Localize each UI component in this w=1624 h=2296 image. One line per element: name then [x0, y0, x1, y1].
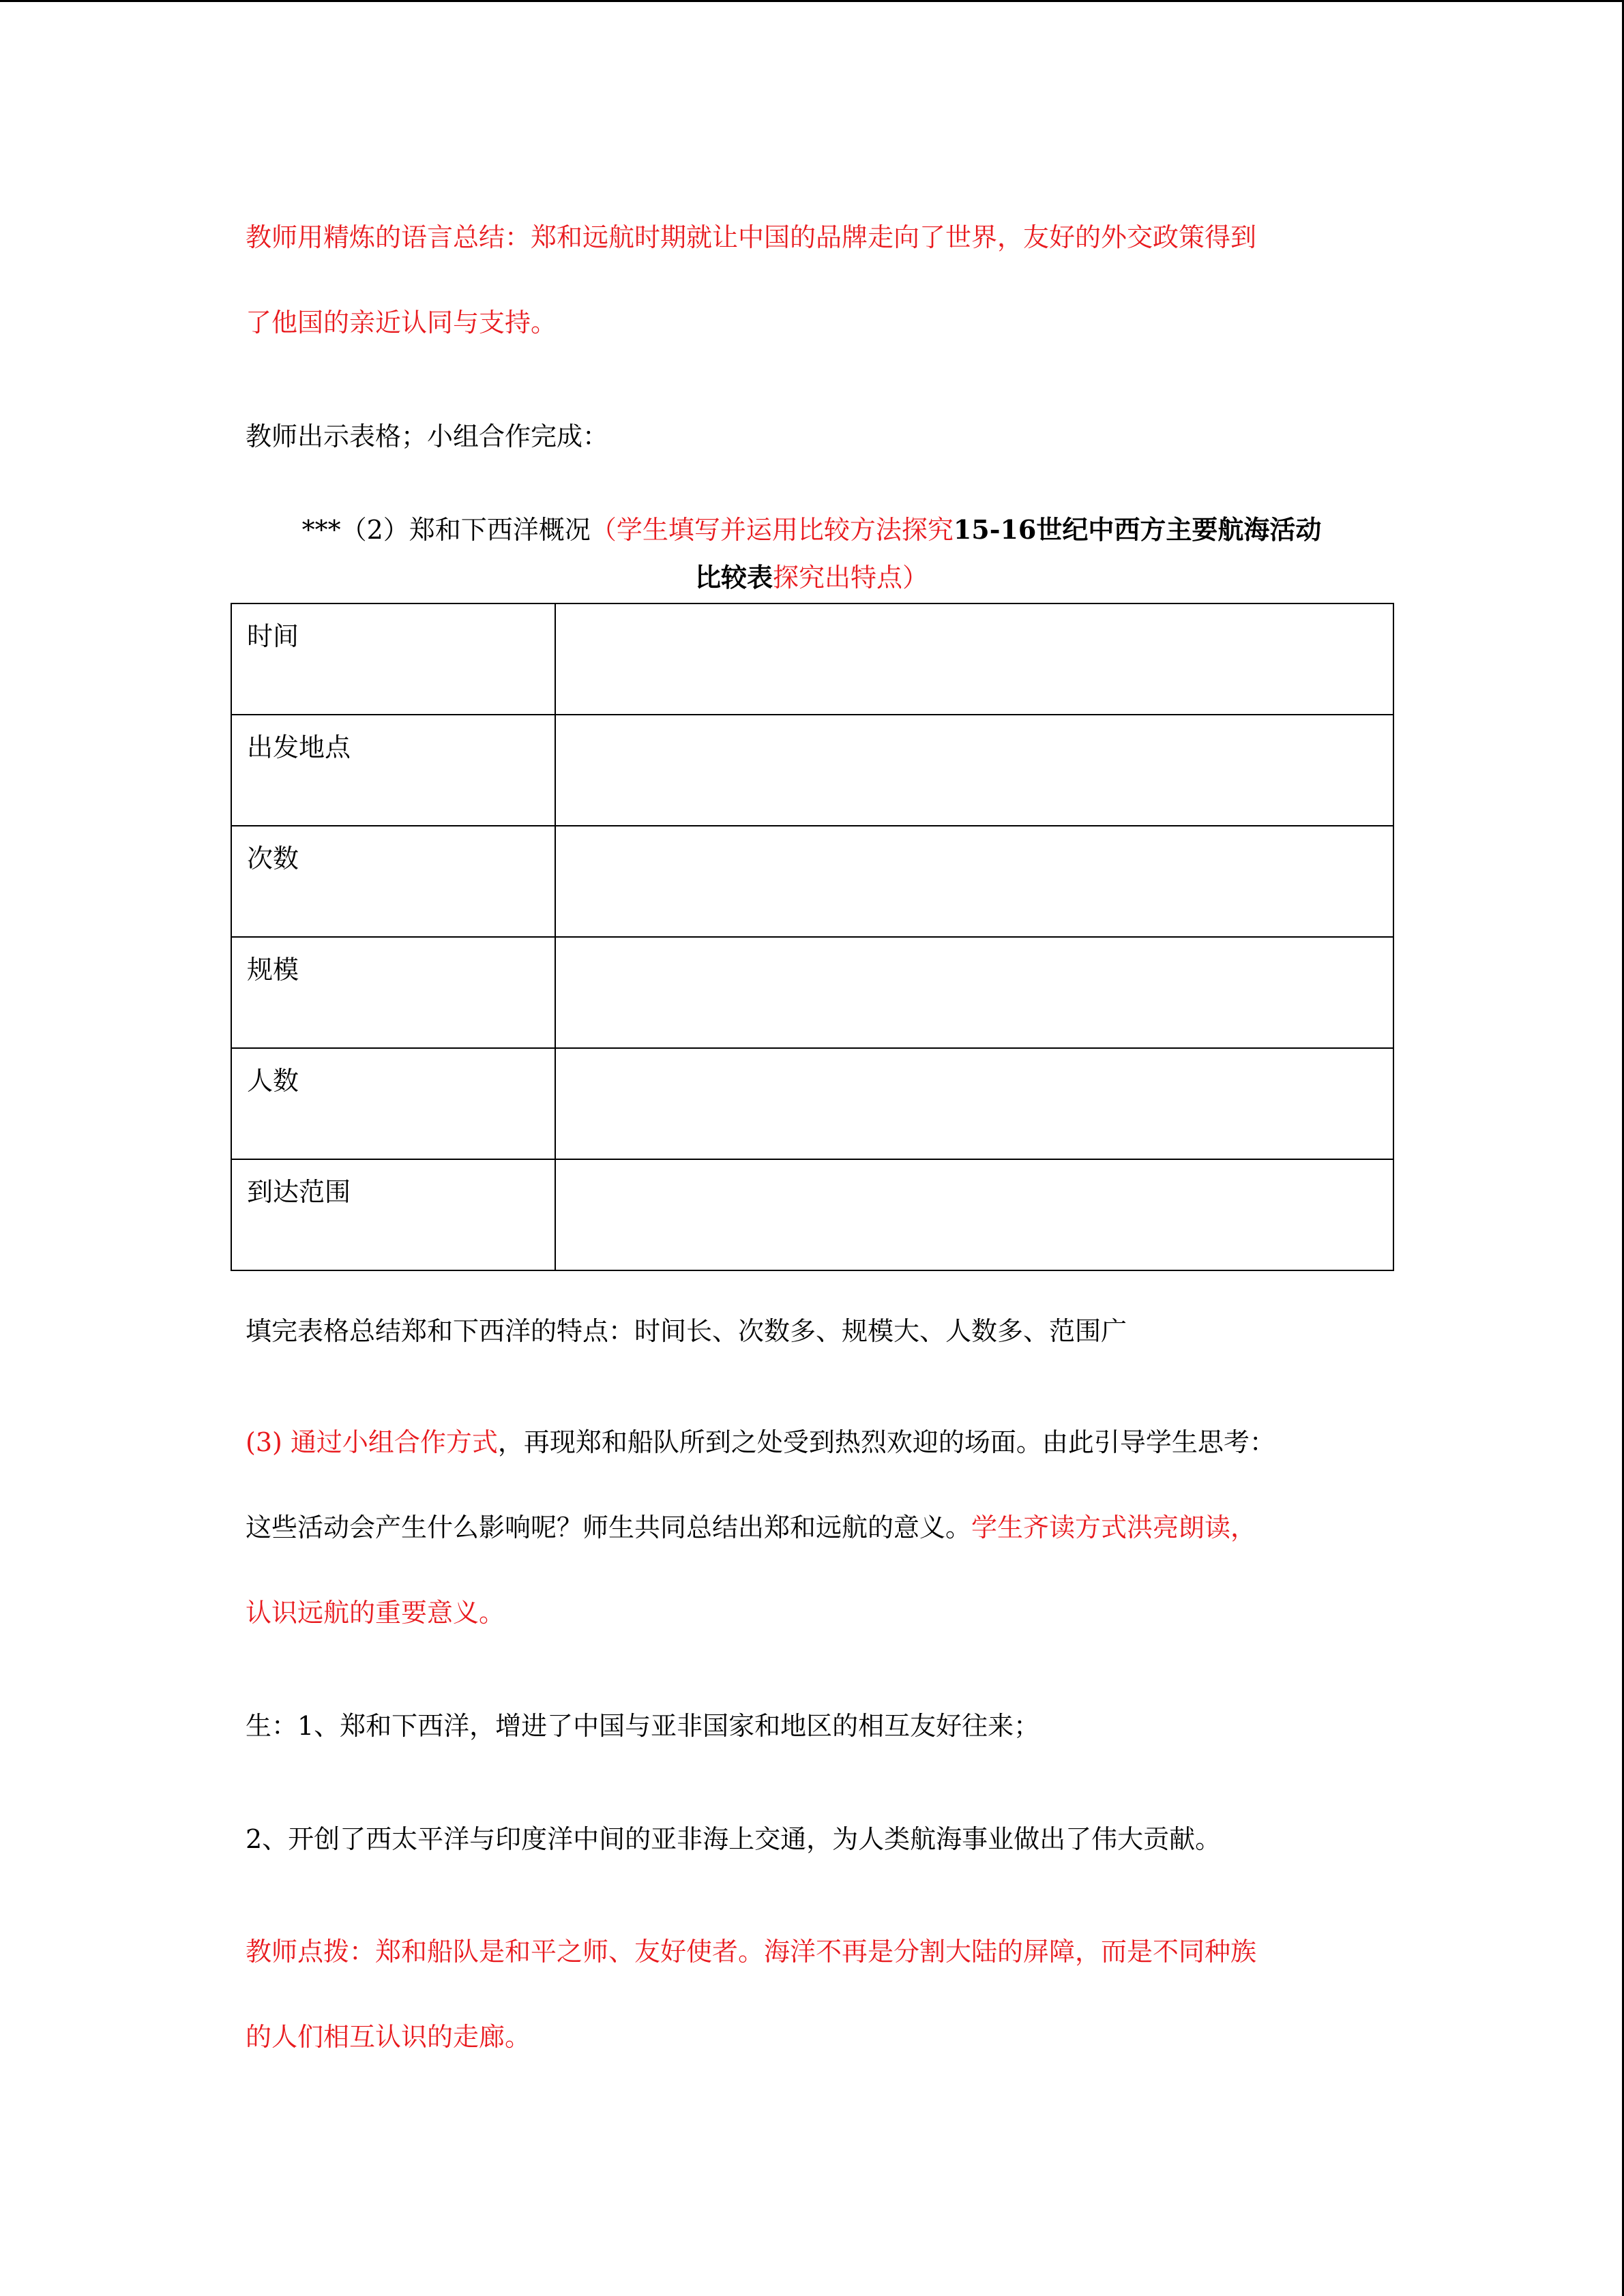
table-row — [231, 826, 1393, 937]
table-row — [231, 937, 1393, 1048]
teacher-summary-line-1: 教师用精炼的语言总结：郑和远航时期就让中国的品牌走向了世界，友好的外交政策得到 — [246, 222, 1257, 252]
teacher-guidance-line-2: 的人们相互认识的走廊。 — [246, 2022, 531, 2052]
row-label-people: 人数 — [231, 1048, 555, 1159]
row-label-count: 次数 — [231, 826, 555, 937]
group-activity-line-2 — [246, 1510, 1256, 1545]
row-value-scale[interactable] — [555, 937, 1393, 1048]
teacher-summary-line-2: 了他国的亲近认同与支持。 — [246, 308, 557, 338]
row-value-people[interactable] — [555, 1048, 1393, 1159]
row-value-count[interactable] — [555, 826, 1393, 937]
row-label-range: 到达范围 — [231, 1159, 555, 1270]
row-label-departure: 出发地点 — [231, 715, 555, 826]
row-label-scale: 规模 — [231, 937, 555, 1048]
heading-prefix: ***（2）郑和下西洋概况 — [301, 515, 591, 545]
group-activity-line-1 — [246, 1425, 1275, 1459]
student-answer-1: 生：1、郑和下西洋，增进了中国与亚非国家和地区的相互友好往来； — [246, 1711, 1040, 1741]
section-heading-line-2 — [232, 554, 1391, 601]
voyage-overview-table — [231, 603, 1394, 1271]
read-aloud-instruction: 学生齐读方式洪亮朗读， — [971, 1512, 1257, 1542]
heading-bold-part-1: 15-16世纪中西方主要航海活动 — [953, 514, 1322, 545]
heading-red-part-1: （学生填写并运用比较方法探究 — [590, 515, 954, 545]
significance-question: 这些活动会产生什么影响呢？师生共同总结出郑和远航的意义。 — [246, 1512, 972, 1542]
student-answer-2: 2、开创了西太平洋与印度洋中间的亚非海上交通，为人类航海事业做出了伟大贡献。 — [246, 1824, 1222, 1854]
row-value-time[interactable] — [555, 603, 1393, 715]
teacher-shows-table: 教师出示表格；小组合作完成： — [246, 421, 609, 451]
table-summary: 填完表格总结郑和下西洋的特点：时间长、次数多、规模大、人数多、范围广 — [246, 1316, 1127, 1346]
group-activity-red: (3) 通过小组合作方式 — [246, 1427, 498, 1457]
top-border — [0, 0, 1624, 2]
table-row — [231, 1048, 1393, 1159]
row-value-range[interactable] — [555, 1159, 1393, 1270]
group-activity-black: ，再现郑和船队所到之处受到热烈欢迎的场面。由此引导学生思考： — [497, 1427, 1275, 1457]
section-heading-line-1 — [232, 506, 1391, 554]
group-activity-line-3: 认识远航的重要意义。 — [246, 1598, 505, 1628]
heading-bold-part-2: 比较表 — [694, 562, 773, 593]
row-label-time: 时间 — [231, 603, 555, 715]
table-row — [231, 715, 1393, 826]
teacher-guidance-line-1: 教师点拨：郑和船队是和平之师、友好使者。海洋不再是分割大陆的屏障，而是不同种族 — [246, 1937, 1257, 1967]
table-row — [231, 1159, 1393, 1270]
row-value-departure[interactable] — [555, 715, 1393, 826]
heading-red-part-2: 探究出特点） — [773, 563, 929, 593]
table-row — [231, 603, 1393, 715]
